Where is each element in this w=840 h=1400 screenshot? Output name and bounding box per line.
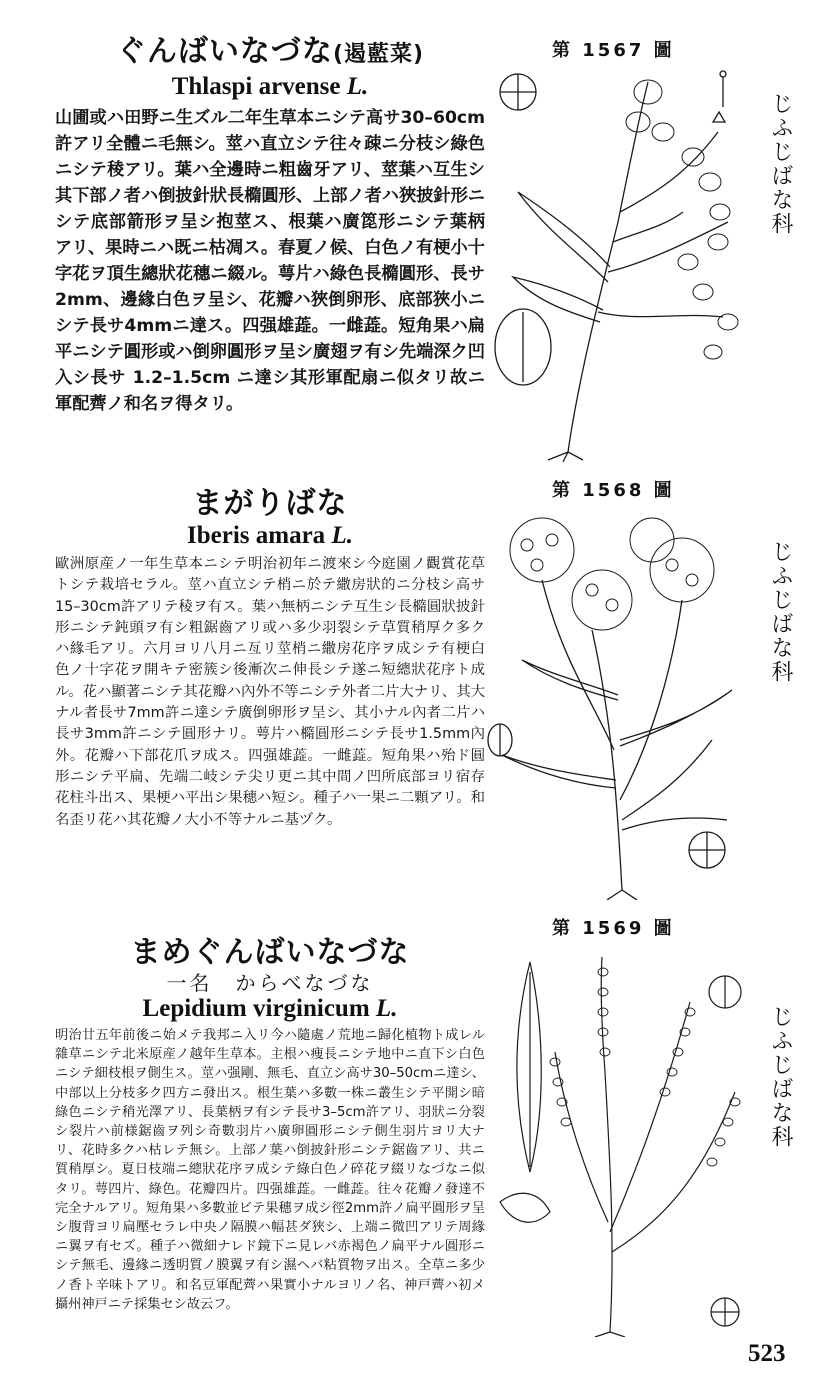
latin-name <box>55 522 485 550</box>
latin-author: L. <box>346 73 369 100</box>
entry-description: 明治廿五年前後ニ始メテ我邦ニ入リ今ハ隨處ノ荒地ニ歸化植物ト成レル雜草ニシテ北米原産ノ越年生草本。主根ハ痩長ニシテ地中ニ直下シ白色ニシテ細枝根ヲ側生ス。莖ハ强剛、無毛、直立シ高サ30–50cmニ達シ、中部以上分枝多ク四方ニ發出ス。根生葉ハ多數一株ニ叢生シテ平開シ暗綠色ニシテ稍光澤アリ、長葉柄ヲ有シテ長サ3–5cm許アリ、羽狀ニ分裂シ裂片ハ前様鋸齒ヲ列シ奇數羽片ハ廣卵圓形ニシテ側生羽片ヨリ大ナリ、花時多クハ枯レテ無シ。上部ノ葉ハ倒披針形ニシテ鋸齒アリ、共ニ質稍厚シ。夏日枝端ニ總狀花序ヲ成シテ綠白色ノ碎花ヲ綴リなづなニ似タリ。萼四片、綠色。花瓣四片。四强雄蕋。一雌蕋。往々花瓣ノ發達不完全ナルアリ。短角果ハ多數並ビテ果穗ヲ成シ徑2mm許ノ扁平圓形ヲ呈シ腹背ヨリ扁壓セラレ中央ノ隔膜ハ幅甚ダ狹シ、上端ニ微凹アリテ周緣ニ翼ヲ有セズ。種子ハ微細ナレド鏡下ニ見レバ赤褐色ノ扁平ナル圓形ニシテ無毛、邊緣ニ透明質ノ膜翼ヲ有シ濕ヘバ粘質物ヲ出ス。全草ニ多少ノ香ト辛味トアリ。和名豆軍配薺ハ果實小ナルヨリノ名、神戸薺ハ初メ攝州神戸ニテ採集セシ故云フ。 <box>55 1028 485 1312</box>
figure-label-1567: 第 1567 圖 <box>552 40 675 61</box>
family-label-3: じふじばな科 <box>768 1005 793 1149</box>
entry-iberis <box>55 486 485 831</box>
family-label-1: じふじばな科 <box>768 92 793 236</box>
latin-name <box>55 995 485 1023</box>
entry-thlaspi <box>55 34 485 417</box>
page-number: 523 <box>748 1340 786 1367</box>
latin-genus-species: Thlaspi arvense <box>171 73 341 100</box>
latin-genus-species: Lepidium virginicum <box>142 995 370 1022</box>
botanical-illustration-iberis <box>482 500 752 900</box>
entry-title <box>55 935 485 971</box>
alt-name: 一名 からべなづな <box>166 971 374 995</box>
latin-author: L. <box>331 522 353 549</box>
latin-author: L. <box>375 995 398 1022</box>
entry-description: 歐洲原産ノ一年生草本ニシテ明治初年ニ渡來シ今庭園ノ觀賞花草トシテ栽培セラル。莖ハ直立シテ梢ニ於テ繖房狀的ニ分枝シ高サ15–30cm許アリテ稜ヲ有ス。葉ハ無柄ニシテ互生シ長橢圓狀披針形ニシテ鈍頭ヲ有シ粗鋸齒アリ或ハ多少羽裂シテ草質稍厚ク多クハ緣毛アリ。六月ヨリ八月ニ亙リ莖梢ニ繖房花序ヲ成シテ有梗白色ノ十字花ヲ開キテ密簇シ後漸次ニ伸長シテ遂ニ短總狀花序ト成ル。花ハ顯著ニシテ其花瓣ハ內外不等ニシテ外者二片大ナリ、其大ナル者長サ7mm許ニ達シテ廣倒卵形ヲ呈シ、其小ナル內者二片ハ長サ3mm許ニシテ圓形ナリ。萼片ハ橢圓形ニシテ長サ1.5mm內外。花瓣ハ下部花爪ヲ成ス。四强雄蕋。一雌蕋。短角果ハ殆ド圓形ニシテ平扁、先端二岐シテ尖リ更ニ其中間ノ凹所底部ヨリ宿存花柱斗出ス、果梗ハ平出シ果穗ハ短シ。種子ハ一果ニ二顆アリ。和名歪リ花ハ其花瓣ノ大小不等ナルニ基ヅク。 <box>55 556 485 828</box>
title-kana: ぐんばいなづな <box>115 34 333 69</box>
entry-title <box>55 486 485 522</box>
figure-label-1569: 第 1569 圖 <box>552 918 675 939</box>
title-kana: まがりばな <box>192 486 348 521</box>
figure-label-1568: 第 1568 圖 <box>552 480 675 501</box>
botanical-illustration-thlaspi <box>488 62 758 462</box>
entry-lepidium <box>55 935 485 1314</box>
botanical-illustration-lepidium <box>490 942 760 1337</box>
latin-genus-species: Iberis amara <box>187 522 326 549</box>
latin-name <box>55 73 485 101</box>
title-kanji: (遏藍菜) <box>332 42 425 67</box>
entry-description: 山圃或ハ田野ニ生ズル二年生草本ニシテ高サ30–60cm許アリ全體ニ毛無シ。莖ハ直立シテ往々疎ニ分枝シ綠色ニシテ稜アリ。葉ハ全邊時ニ粗齒牙アリ、莖葉ハ互生シ其下部ノ者ハ倒披針狀長橢圓形、上部ノ者ハ狹披針形ニシテ底部箭形ヲ呈シ抱莖ス、根葉ハ廣箆形ニシテ葉柄アリ、果時ニハ既ニ枯凋ス。春夏ノ候、白色ノ有梗小十字花ヲ頂生總狀花穗ニ綴ル。萼片ハ綠色長橢圓形、長サ2mm、邊緣白色ヲ呈シ、花瓣ハ狹倒卵形、底部狹小ニシテ長サ4mmニ達ス。四强雄蕋。一雌蕋。短角果ハ扁平ニシテ圓形或ハ倒卵圓形ヲ呈シ廣翅ヲ有シ先端深ク凹入シ長サ 1.2–1.5cm ニ達シ其形軍配扇ニ似タリ故ニ軍配薺ノ和名ヲ得タリ。 <box>55 108 485 414</box>
entry-title <box>55 34 485 73</box>
family-label-2: じふじばな科 <box>768 540 793 684</box>
title-kana: まめぐんばいなづな <box>130 935 410 970</box>
